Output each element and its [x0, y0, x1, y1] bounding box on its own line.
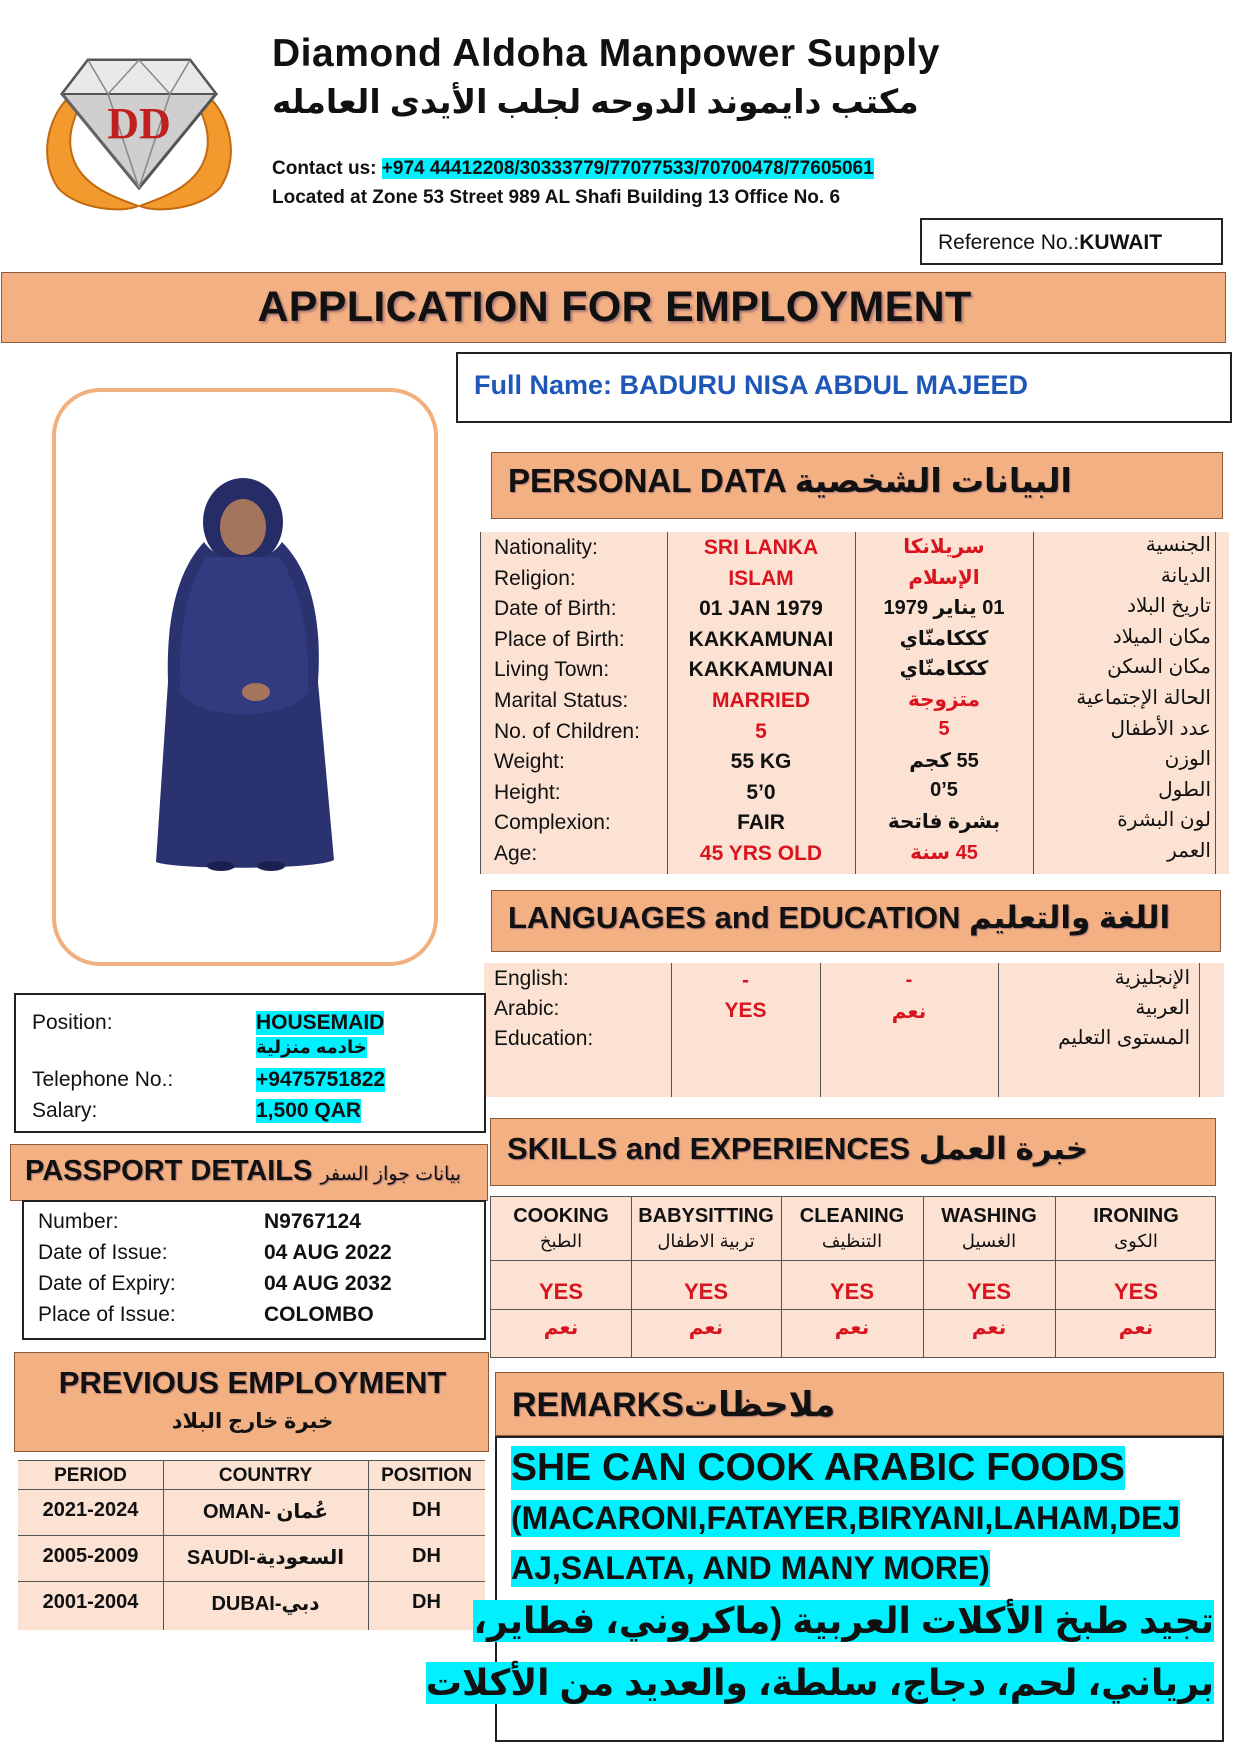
passport-row-value: 04 AUG 2022: [264, 1241, 392, 1264]
employment-row-divider: [18, 1489, 485, 1490]
personal-row-value: 5’0: [746, 780, 776, 804]
personal-row-label-arabic: الجنسية: [1145, 534, 1211, 556]
language-row-value: YES: [724, 999, 767, 1022]
personal-row-label: Weight:: [494, 750, 565, 774]
personal-row-value: KAKKAMUNAI: [688, 658, 834, 682]
personal-data-header: [491, 452, 1223, 519]
company-logo: [28, 38, 250, 216]
language-row-value-arabic: -: [905, 969, 913, 991]
personal-row-value-arabic: سريلانكا: [903, 536, 985, 558]
personal-row-label: Complexion:: [494, 811, 611, 835]
skill-value: YES: [1113, 1279, 1159, 1304]
skill-name-arabic: الكوى: [1114, 1231, 1158, 1251]
skill-value-arabic: نعم: [543, 1317, 579, 1339]
personal-row-value: MARRIED: [712, 689, 810, 712]
company-name: Diamond Aldoha Manpower Supply: [272, 32, 940, 75]
page-title: APPLICATION FOR EMPLOYMENT: [257, 283, 972, 331]
position-value: HOUSEMAID: [256, 1011, 385, 1034]
personal-data-heading: PERSONAL DATA البيانات الشخصية: [508, 462, 1072, 499]
personal-row-value-arabic: 5’0: [930, 778, 958, 801]
salary-label: Salary:: [32, 1099, 98, 1122]
personal-row-label: Place of Birth:: [494, 627, 625, 651]
personal-row-value-arabic: 55 كجم: [909, 750, 979, 773]
logo-letters: DD: [107, 99, 171, 148]
personal-row-label: Marital Status:: [494, 689, 629, 712]
skill-name: BABYSITTING: [638, 1205, 774, 1227]
personal-row-value: 55 KG: [730, 750, 792, 774]
office-address: Located at Zone 53 Street 989 AL Shafi Building 13 Office No. 6: [272, 187, 841, 208]
personal-row-label-arabic: مكان السكن: [1107, 656, 1211, 679]
personal-row-value-arabic: بشرة فاتحة: [887, 811, 1001, 834]
passport-heading: PASSPORT DETAILS بيانات جواز السفر: [25, 1155, 461, 1187]
skills-column-divider: [781, 1197, 782, 1357]
employment-row-divider: [18, 1535, 485, 1536]
personal-row-label: No. of Children:: [494, 719, 640, 743]
title-bar: [1, 272, 1226, 343]
remarks-line-3: AJ,SALATA, AND MANY MORE): [511, 1550, 990, 1586]
previous-employment-heading-arabic: خبرة خارج البلاد: [171, 1410, 334, 1433]
personal-row-value-arabic: 45 سنة: [910, 842, 978, 864]
skill-value-arabic: نعم: [834, 1317, 870, 1339]
personal-row-label-arabic: العمر: [1167, 840, 1211, 862]
salary-value: 1,500 QAR: [256, 1099, 362, 1122]
languages-table: [484, 963, 1224, 1097]
skills-column-divider: [1055, 1197, 1056, 1357]
skill-name: COOKING: [513, 1205, 609, 1227]
language-row-label-arabic: الإنجليزية: [1114, 967, 1190, 989]
skill-value: YES: [829, 1279, 875, 1304]
employment-column-divider: [368, 1461, 369, 1630]
personal-row-label: Nationality:: [494, 536, 598, 559]
language-row-label: Arabic:: [494, 997, 560, 1020]
personal-row-value-arabic: 01 يناير 1979: [883, 597, 1005, 620]
previous-employment-table: [18, 1460, 485, 1630]
skills-row-divider: [491, 1260, 1215, 1261]
personal-row-label: Living Town:: [494, 658, 610, 682]
passport-row-label: Date of Expiry:: [38, 1272, 176, 1295]
passport-row-label: Number:: [38, 1210, 119, 1233]
skills-row-divider: [491, 1309, 1215, 1310]
skills-heading: SKILLS and EXPERIENCES خبرة العمل: [507, 1131, 1089, 1166]
remarks-heading: REMARKSملاحظات: [512, 1386, 836, 1424]
language-row-value: -: [742, 969, 749, 992]
employment-cell-period: 2001-2004: [42, 1591, 139, 1613]
previous-employment-header: [14, 1352, 489, 1452]
passport-header: [10, 1144, 488, 1201]
position-label: Position:: [32, 1011, 113, 1034]
language-row-label: Education:: [494, 1027, 594, 1050]
skill-value-arabic: نعم: [1118, 1317, 1154, 1339]
employment-cell-period: 2005-2009: [42, 1545, 139, 1567]
skills-column-divider: [923, 1197, 924, 1357]
skill-value: YES: [538, 1279, 584, 1304]
language-row-label: English:: [494, 967, 569, 990]
contact-numbers: +974 44412208/30333779/77077533/70700478/77605061: [381, 158, 874, 179]
skill-name-arabic: تربية الاطفال: [657, 1231, 755, 1251]
skills-header: [490, 1118, 1216, 1186]
personal-row-label-arabic: الديانة: [1160, 564, 1211, 587]
applicant-photo-frame: [52, 388, 438, 966]
personal-row-value: FAIR: [737, 811, 785, 835]
remarks-line-arabic-1: تجيد طبخ الأكلات العربية (ماكروني، فطاير،: [473, 1600, 1214, 1641]
employment-cell-position: DH: [412, 1499, 441, 1521]
personal-row-label-arabic: تاريخ البلاد: [1127, 595, 1211, 618]
skills-column-divider: [631, 1197, 632, 1357]
personal-row-label-arabic: الوزن: [1164, 748, 1211, 771]
passport-row-value: 04 AUG 2032: [264, 1272, 392, 1295]
skill-name-arabic: التنظيف: [821, 1231, 883, 1251]
employment-cell-position: DH: [412, 1545, 441, 1567]
position-value-arabic: خادمه منزلية: [256, 1037, 367, 1057]
employment-cell-position: DH: [412, 1591, 441, 1613]
passport-row-value: N9767124: [264, 1210, 361, 1233]
personal-row-label-arabic: مكان الميلاد: [1112, 625, 1211, 648]
personal-row-value-arabic: متزوجة: [908, 689, 980, 711]
full-name: Full Name: BADURU NISA ABDUL MAJEED: [456, 352, 1232, 423]
telephone-value: +9475751822: [256, 1068, 386, 1091]
language-row-label-arabic: العربية: [1135, 997, 1190, 1019]
languages-header: [491, 890, 1221, 952]
passport-row-label: Place of Issue:: [38, 1303, 176, 1326]
employment-row-divider: [18, 1581, 485, 1582]
personal-row-label-arabic: عدد الأطفال: [1110, 717, 1211, 740]
telephone-label: Telephone No.:: [32, 1068, 174, 1091]
reference-box: [920, 218, 1223, 265]
position-box: [14, 993, 486, 1133]
passport-row-value: COLOMBO: [264, 1303, 374, 1326]
skill-name-arabic: الطبخ: [539, 1231, 583, 1251]
skill-name: IRONING: [1093, 1205, 1179, 1227]
languages-heading: LANGUAGES and EDUCATION اللغة والتعليم: [508, 900, 1171, 935]
skills-table: [490, 1196, 1216, 1358]
personal-row-label-arabic: لون البشرة: [1117, 809, 1211, 832]
remarks-header: [495, 1372, 1224, 1436]
reference-value: KUWAIT: [1079, 231, 1163, 254]
language-row-label-arabic: المستوى التعليم: [1058, 1027, 1190, 1049]
personal-data-table: [480, 532, 1229, 874]
company-name-arabic: مكتب دايموند الدوحه لجلب الأيدى العامله: [272, 83, 919, 120]
employment-cell-country: OMAN- عُمان: [203, 1501, 328, 1523]
skill-name-arabic: الغسيل: [961, 1231, 1017, 1251]
employment-cell-period: 2021-2024: [42, 1499, 139, 1521]
language-row-value-arabic: نعم: [891, 1001, 927, 1023]
personal-row-label: Date of Birth:: [494, 597, 617, 621]
remarks-line-2: (MACARONI,FATAYER,BIRYANI,LAHAM,DEJ: [511, 1500, 1181, 1536]
contact-line: [272, 158, 874, 180]
skill-value-arabic: نعم: [688, 1317, 724, 1339]
employment-cell-country: DUBAI-دبي: [211, 1593, 320, 1615]
personal-row-label: Height:: [494, 780, 561, 804]
personal-row-value-arabic: 5: [938, 717, 950, 740]
personal-row-label: Age:: [494, 842, 538, 865]
diamond-hands-logo-icon: [28, 38, 250, 216]
employment-column-header: PERIOD: [54, 1465, 127, 1486]
personal-row-label-arabic: الطول: [1158, 778, 1211, 801]
passport-box: [22, 1200, 486, 1340]
personal-row-value: ISLAM: [728, 566, 794, 590]
personal-row-value: 01 JAN 1979: [699, 597, 823, 621]
remarks-line-arabic-2: برياني، لحم، دجاج، سلطة، والعديد من الأكلات: [425, 1662, 1214, 1703]
employment-column-header: COUNTRY: [218, 1465, 313, 1486]
personal-row-value: KAKKAMUNAI: [688, 627, 834, 651]
personal-row-value-arabic: كككامنّاي: [899, 627, 989, 650]
skill-value: YES: [683, 1279, 729, 1304]
employment-column-header: POSITION: [381, 1465, 472, 1486]
skill-value-arabic: نعم: [971, 1317, 1007, 1339]
previous-employment-heading: PREVIOUS EMPLOYMENT: [58, 1365, 447, 1400]
personal-row-value: SRI LANKA: [703, 536, 819, 559]
contact-label: Contact us:: [272, 158, 382, 179]
personal-row-label-arabic: الحالة الإجتماعية: [1076, 687, 1211, 709]
remarks-line-1: SHE CAN COOK ARABIC FOODS: [511, 1446, 1125, 1489]
personal-row-value-arabic: كككامنّاي: [899, 658, 989, 681]
reference-label: Reference No.:: [938, 231, 1080, 254]
employment-cell-country: SAUDI-السعودية: [186, 1547, 345, 1569]
passport-row-label: Date of Issue:: [38, 1241, 168, 1264]
skill-name: CLEANING: [799, 1205, 905, 1227]
applicant-photo: [56, 392, 434, 962]
personal-row-value-arabic: الإسلام: [908, 566, 980, 589]
personal-row-label: Religion:: [494, 566, 576, 590]
skill-value: YES: [966, 1279, 1012, 1304]
employment-column-divider: [163, 1461, 164, 1630]
personal-row-value: 5: [755, 719, 767, 743]
personal-row-value: 45 YRS OLD: [699, 842, 823, 865]
skill-name: WASHING: [941, 1205, 1037, 1227]
